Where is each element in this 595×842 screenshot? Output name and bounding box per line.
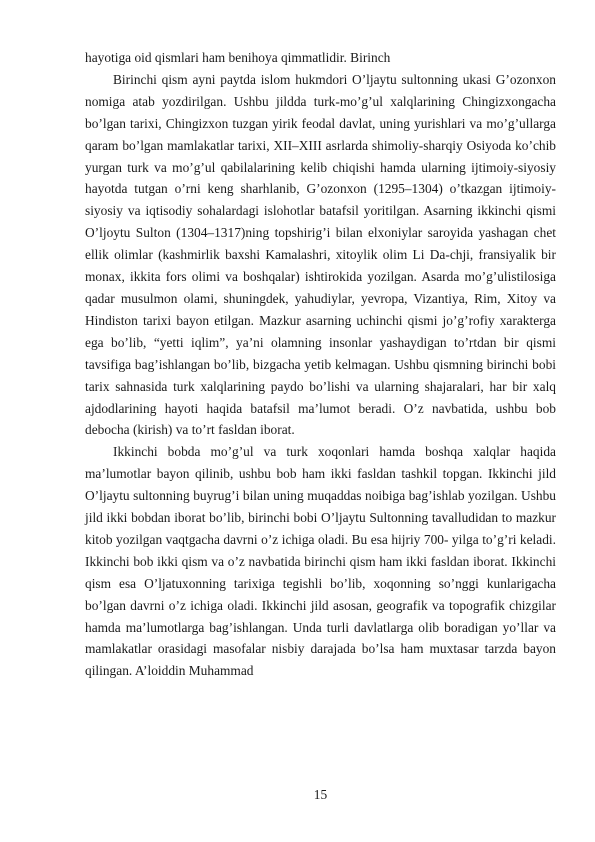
paragraph-first-volume: Birinchi qism ayni paytda islom hukmdori O’ljaytu sultonning ukasi G’ozonxon nomiga atab yozdirilgan. Ushbu jildda turk-mo’g’ul xalqlarining Chingizxongacha bo’lgan tarixi, Chingizxon tuzgan yirik feodal davlat, uning yurishlari va mo’g’ullarga qaram bo’lgan mamlakatlar tarixi, XII–XIII asrlarda shimoliy-sharqiy Osiyoda ko’chib yurgan turk va mo’g’ul qabilalarining kelib chiqishi hamda ularning ijtimoiy-siyosiy hayotda tutgan o’rni keng sharhlanib, G’ozonxon (1295–1304) o’tkazgan ijtimoiy-siyosiy va iqtisodiy sohalardagi islohotlar batafsil yoritilgan. Asarning ikkinchi qismi O’ljoytu Sulton (1304–1317)ning topshirig’i bilan elxoniylar saroyida yashagan chet ellik olimlar (kashmirlik baxshi Kamalashri, xitoylik olim Li Da-chji, fransiyalik bir monax, ikkita fors olimi va boshqalar) ishtirokida yozilgan. Asarda mo’g’ulistilosiga qadar musulmon olami, shuningdek, yahudiylar, yevropa, Vizantiya, Rim, Xitoy va Hindiston tarixi bayon etilgan. Mazkur asarning uchinchi qismi jo’g’rofiy xarakterga ega bo’lib, “yetti iqlim”, ya’ni olamning insonlar yashaydigan to’rtdan bir qismi tavsifiga bag’ishlangan bo’lib, bizgacha yetib kelmagan. Ushbu qismning birinchi bobi tarix sahnasida turk xalqlarining paydo bo’lishi va ularning shajaralari, har bir xalq ajdodlarining hayoti haqida batafsil ma’lumot beradi. O’z navbatida, ushbu bob debocha (kirish) va to’rt fasldan iborat. — [85, 71, 556, 438]
paragraph-continuation: hayotiga oid qismlari ham benihoya qimmatlidir. Birinch — [85, 50, 391, 65]
document-page — [85, 47, 556, 682]
paragraph-second-chapter: Ikkinchi bobda mo’g’ul va turk xoqonlari hamda boshqa xalqlar haqida ma’lumotlar bayon qilinib, ushbu bob ham ikki fasldan tashkil topgan. Ikkinchi jild O’ljaytu sultonning buyrug’i bilan uning muqaddas noibiga bag’ishlab yozilgan. Ushbu jild ikki bobdan iborat bo’lib, birinchi bobi O’ljaytu Sultonning tavalludidan to mazkur kitob yozilgan vaqtgacha davrni o’z ichiga oladi. Bu esa hijriy 700- yilga to’g’ri keladi. Ikkinchi bob ikki qism va o’z navbatida birinchi qism ham ikki fasldan iborat. Ikkinchi qism esa O’ljatuxonning tarixiga tegishli bo’lib, xoqonning so’nggi kunlarigacha bo’lgan davrni o’z ichiga oladi. Ikkinchi jild asosan, geografik va topografik chizgilar hamda ma’lumotlarga bag’ishlangan. Unda turli davlatlarga olib boradigan yo’llar va mamlakatlar orasidagi masofalar nisbiy darajada bo’lsa ham muxtasar tarzda bayon qilingan. A’loiddin Muhammad — [85, 444, 556, 679]
page-number: 15 — [313, 787, 328, 802]
